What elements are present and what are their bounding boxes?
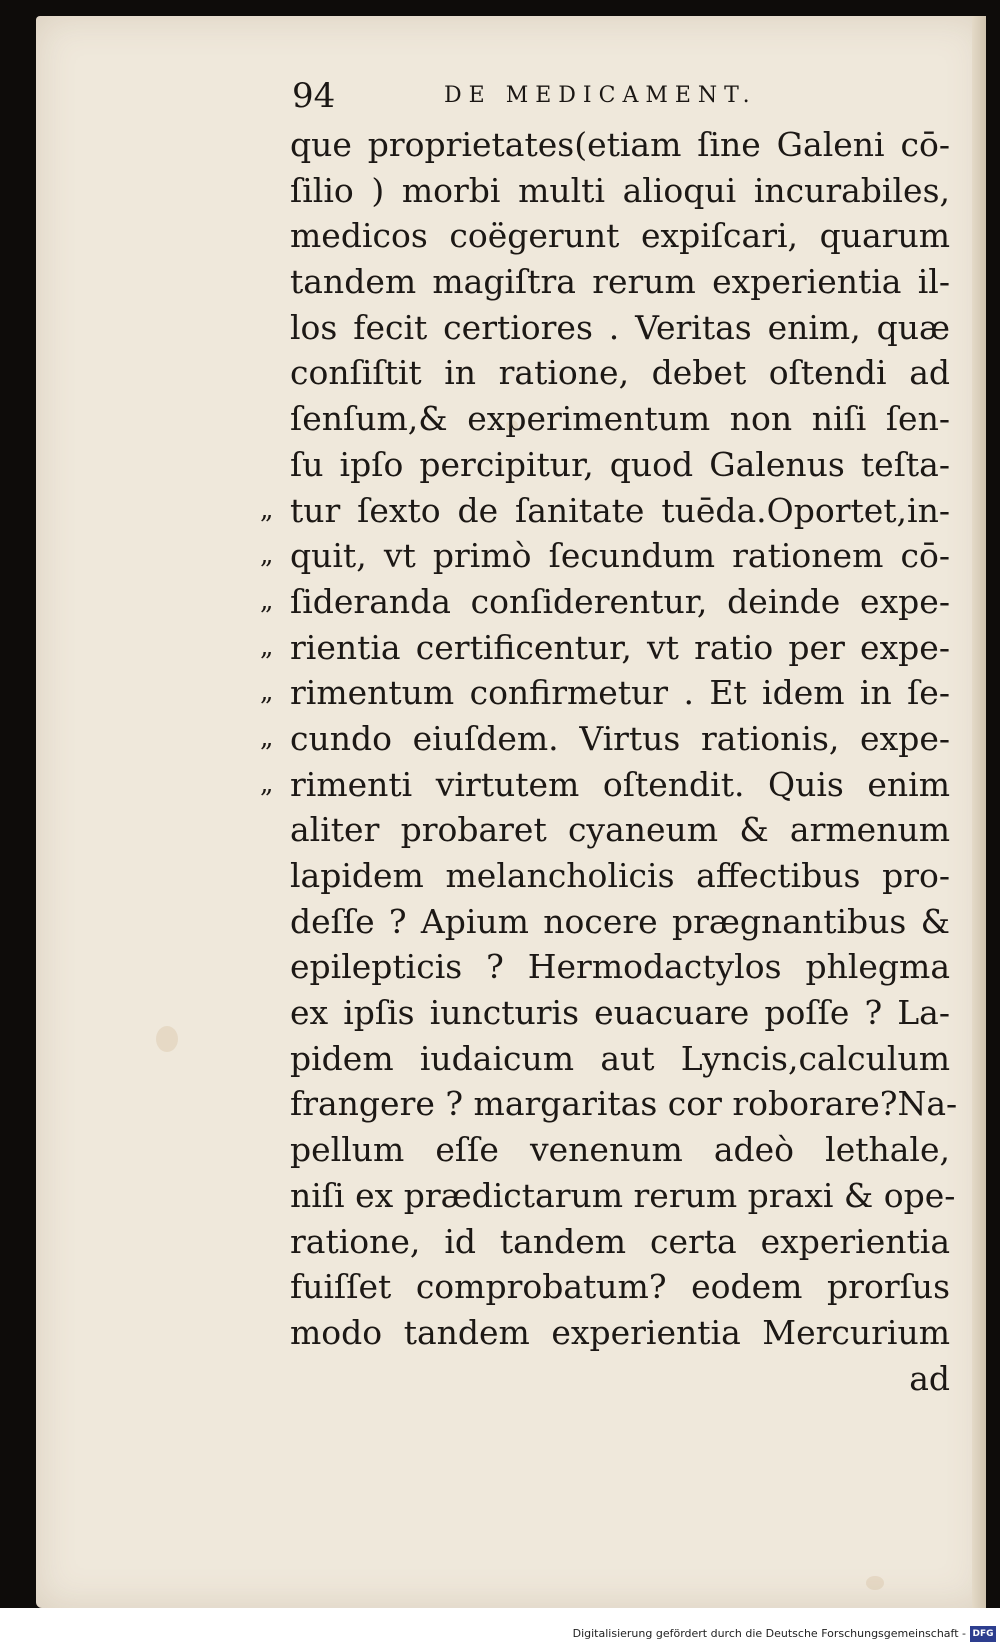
line-text: lapidem melancholicis affectibus pro- bbox=[290, 856, 950, 895]
line-text: ex ipſis iuncturis euacuare poſſe ? La- bbox=[290, 993, 950, 1033]
text-line bbox=[260, 762, 950, 808]
quotation-mark: „ bbox=[260, 494, 274, 525]
quotation-mark: „ bbox=[260, 677, 274, 708]
line-text: que proprietates(etiam ſine Galeni cō- bbox=[290, 125, 950, 164]
line-text: los fecit certiores . Veritas enim, quæ bbox=[290, 307, 950, 347]
text-line bbox=[290, 396, 950, 442]
page-header bbox=[292, 74, 812, 118]
text-line bbox=[260, 533, 950, 579]
line-text: pellum eſſe venenum adeò lethale, bbox=[290, 1130, 950, 1170]
line-text: rimentum confirmetur . Et idem in ſe- bbox=[290, 673, 950, 713]
text-line bbox=[290, 1310, 950, 1356]
funding-credit: Digitalisierung gefördert durch die Deutsche Forschungsgemeinschaft - bbox=[572, 1627, 966, 1640]
quotation-mark: „ bbox=[260, 768, 274, 799]
text-line bbox=[260, 579, 950, 625]
text-line bbox=[290, 944, 950, 990]
text-line bbox=[290, 1127, 950, 1173]
page-edge bbox=[972, 16, 986, 1608]
paper-stain bbox=[866, 1576, 884, 1590]
text-line bbox=[290, 1356, 950, 1402]
text-line bbox=[290, 990, 950, 1036]
body-text bbox=[260, 122, 958, 1401]
line-text: frangere ? margaritas cor roborare?Na- bbox=[290, 1084, 958, 1124]
line-text: aliter probaret cyaneum & armenum bbox=[290, 810, 950, 850]
line-text: epilepticis ? Hermodactylos phlegma bbox=[290, 947, 950, 987]
text-line bbox=[290, 1219, 950, 1265]
text-line bbox=[290, 305, 950, 351]
line-text: medicos coëgerunt expiſcari, quarum bbox=[290, 216, 950, 256]
running-head: DE MEDICAMENT. bbox=[444, 83, 757, 108]
text-line bbox=[290, 1036, 950, 1082]
line-text: rientia certificentur, vt ratio per expe- bbox=[290, 627, 950, 667]
text-line bbox=[290, 259, 950, 305]
line-text: rimenti virtutem oſtendit. Quis enim bbox=[290, 764, 950, 804]
text-line bbox=[260, 488, 950, 534]
paper-stain bbox=[156, 1026, 178, 1052]
line-text: fuiſſet comprobatum? eodem prorſus bbox=[290, 1267, 950, 1307]
text-line bbox=[290, 899, 950, 945]
quotation-mark: „ bbox=[260, 722, 274, 753]
line-text: ſenſum,& experimentum non niſi ſen- bbox=[290, 399, 950, 439]
line-text: niſi ex prædictarum rerum praxi & ope- bbox=[290, 1175, 956, 1215]
text-line bbox=[290, 350, 950, 396]
quotation-mark: „ bbox=[260, 631, 274, 662]
text-line bbox=[290, 1173, 956, 1219]
line-text: ſideranda conſiderentur, deinde expe- bbox=[290, 581, 950, 621]
line-text: ad bbox=[909, 1358, 950, 1398]
line-text: ſilio ) morbi multi alioqui incurabiles, bbox=[290, 170, 950, 210]
text-line bbox=[290, 122, 950, 168]
line-text: deſſe ? Apium nocere prægnantibus & bbox=[290, 901, 950, 941]
text-line bbox=[260, 670, 950, 716]
line-text: tandem magiſtra rerum experientia il- bbox=[290, 262, 950, 302]
text-line bbox=[260, 625, 950, 671]
line-text: modo tandem experientia Mercurium bbox=[290, 1312, 950, 1352]
quotation-mark: „ bbox=[260, 540, 274, 571]
text-line bbox=[290, 168, 950, 214]
text-line bbox=[290, 807, 950, 853]
text-line bbox=[290, 213, 950, 259]
text-line bbox=[260, 716, 950, 762]
quotation-mark: „ bbox=[260, 585, 274, 616]
line-text: quit, vt primò ſecundum rationem cō- bbox=[290, 536, 950, 576]
line-text: tur ſexto de ſanitate tuēda.Oportet,in- bbox=[290, 490, 950, 530]
line-text: ſu ipſo percipitur, quod Galenus teſta- bbox=[290, 444, 950, 484]
line-text: conſiſtit in ratione, debet oſtendi ad bbox=[290, 353, 950, 393]
line-text: pidem iudaicum aut Lyncis,calculum bbox=[290, 1038, 950, 1078]
text-line bbox=[290, 442, 950, 488]
digitization-footer bbox=[0, 1624, 1000, 1647]
text-line bbox=[290, 1081, 958, 1127]
page-number: 94 bbox=[292, 76, 336, 116]
text-line bbox=[290, 1264, 950, 1310]
text-line bbox=[290, 853, 950, 899]
dfg-logo: DFG bbox=[970, 1626, 996, 1642]
line-text: ratione, id tandem certa experientia bbox=[290, 1221, 950, 1261]
line-text: cundo eiuſdem. Virtus rationis, expe- bbox=[290, 718, 950, 758]
